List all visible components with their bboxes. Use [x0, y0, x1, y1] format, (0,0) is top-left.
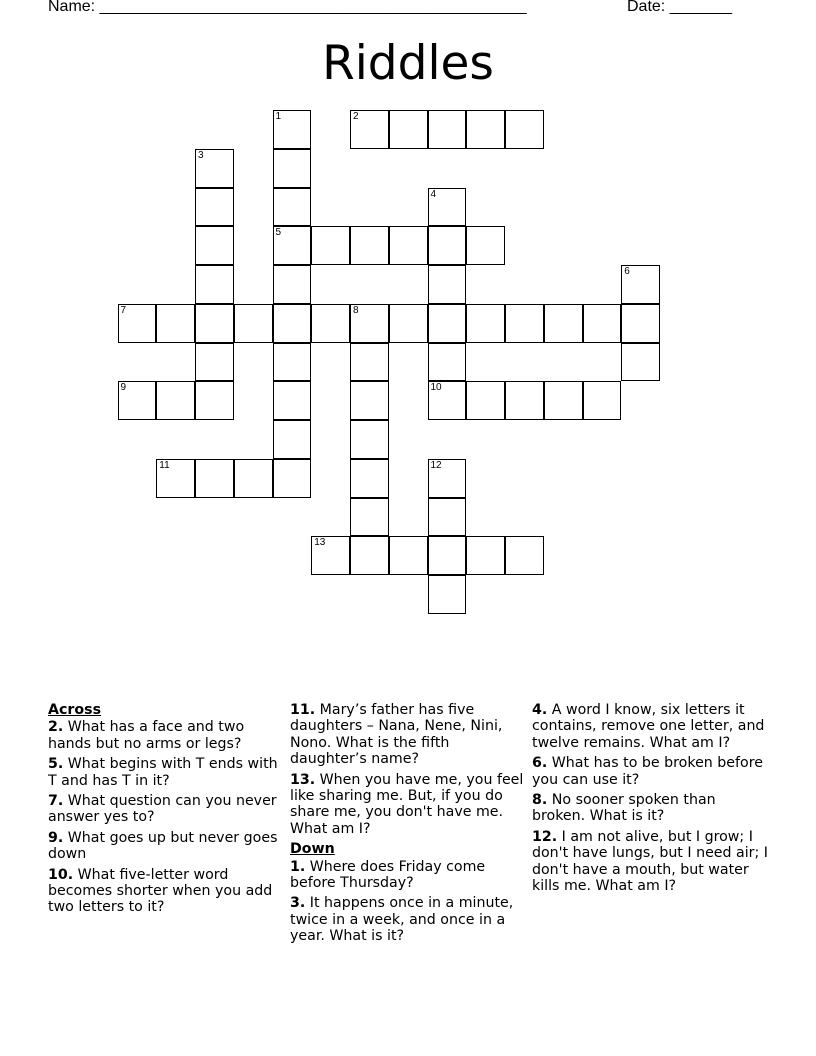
grid-cell-11[interactable]: [156, 459, 195, 498]
grid-cell[interactable]: [466, 226, 505, 265]
clue-down-12: 12. I am not alive, but I grow; I don't have lungs, but I need air; I don't have a mouth, but water kills me. What am I?: [532, 828, 768, 895]
grid-cell[interactable]: [621, 343, 660, 382]
grid-cell[interactable]: [195, 343, 234, 382]
grid-cell[interactable]: [273, 420, 312, 459]
clue-down-1: 1. Where does Friday come before Thursday?: [290, 858, 486, 892]
grid-cell[interactable]: [428, 536, 467, 575]
grid-cell[interactable]: [195, 381, 234, 420]
grid-cell[interactable]: [273, 149, 312, 188]
clue-number: 1: [275, 111, 282, 122]
grid-cell[interactable]: [466, 381, 505, 420]
clue-down-4: 4. A word I know, six letters it contains, remove one letter, and twelve remains. What am I?: [532, 702, 765, 751]
clue-number: 11: [159, 459, 170, 471]
grid-cell[interactable]: [389, 226, 428, 265]
clues-column-2: [290, 702, 526, 949]
grid-cell[interactable]: [273, 304, 312, 343]
grid-cell[interactable]: [350, 381, 389, 420]
grid-cell-1[interactable]: [273, 110, 312, 149]
clue-across-5: 5. What begins with T ends with T and has T in it?: [48, 756, 278, 789]
grid-cell[interactable]: [428, 226, 467, 265]
grid-cell[interactable]: [195, 226, 234, 265]
grid-cell[interactable]: [505, 536, 544, 575]
clue-across-2: 2. What has a face and two hands but no arms or legs?: [48, 719, 245, 752]
grid-cell[interactable]: [428, 304, 467, 343]
name-field[interactable]: Name: ________________________________________________: [48, 0, 527, 15]
clue-across-11: 11. Mary’s father has five daughters – Nana, Nene, Nini, Nono. What is the fifth daughter’s name?: [290, 702, 503, 768]
grid-cell[interactable]: [544, 381, 583, 420]
grid-cell[interactable]: [466, 110, 505, 149]
grid-cell-5[interactable]: [273, 226, 312, 265]
grid-cell-7[interactable]: [118, 304, 157, 343]
grid-cell[interactable]: [273, 459, 312, 498]
grid-cell[interactable]: [156, 304, 195, 343]
clue-number: 12: [430, 459, 442, 471]
grid-cell-12[interactable]: [428, 459, 467, 498]
clue-down-3: 3. It happens once in a minute, twice in a week, and once in a year. What is it?: [290, 895, 514, 945]
clue-number: 6: [624, 266, 630, 277]
clue-number: 2: [353, 111, 359, 122]
grid-cell[interactable]: [466, 304, 505, 343]
down-heading: Down: [290, 841, 335, 858]
grid-cell[interactable]: [234, 459, 273, 498]
grid-cell[interactable]: [350, 226, 389, 265]
grid-cell[interactable]: [428, 110, 467, 149]
clue-number: 5: [275, 227, 282, 239]
clues-column-1: [48, 702, 284, 920]
grid-cell[interactable]: [195, 265, 234, 304]
grid-cell[interactable]: [389, 536, 428, 575]
grid-cell-8[interactable]: [350, 304, 389, 343]
grid-cell[interactable]: [350, 459, 389, 498]
clue-down-8: 8. No sooner spoken than broken. What is it?: [532, 792, 716, 825]
grid-cell[interactable]: [273, 381, 312, 420]
grid-cell[interactable]: [389, 304, 428, 343]
grid-cell[interactable]: [273, 265, 312, 304]
clue-across-10: 10. What five-letter word becomes shorter when you add two letters to it?: [48, 866, 273, 916]
grid-cell[interactable]: [273, 188, 312, 227]
clue-number: 8: [353, 304, 359, 316]
grid-cell[interactable]: [350, 498, 389, 537]
grid-cell[interactable]: [505, 381, 544, 420]
clue-across-9: 9. What goes up but never goes down: [48, 829, 278, 863]
grid-cell[interactable]: [311, 226, 350, 265]
grid-cell-4[interactable]: [428, 188, 467, 227]
grid-cell[interactable]: [195, 459, 234, 498]
grid-cell[interactable]: [350, 343, 389, 382]
grid-cell[interactable]: [583, 381, 622, 420]
grid-cell[interactable]: [544, 304, 583, 343]
clue-number: 7: [120, 304, 127, 316]
grid-cell-3[interactable]: [195, 149, 234, 188]
grid-cell[interactable]: [195, 188, 234, 227]
grid-cell[interactable]: [505, 304, 544, 343]
clue-number: 10: [430, 382, 442, 394]
grid-cell[interactable]: [389, 110, 428, 149]
clue-down-6: 6. What has to be broken before you can use it?: [532, 755, 763, 788]
grid-cell[interactable]: [428, 498, 467, 537]
grid-cell[interactable]: [621, 304, 660, 343]
clue-across-7: 7. What question can you never answer yes to?: [48, 793, 277, 826]
grid-cell[interactable]: [156, 381, 195, 420]
clue-number: 4: [430, 188, 437, 200]
grid-cell[interactable]: [466, 536, 505, 575]
clues-column-3: [532, 702, 768, 898]
grid-cell-6[interactable]: [621, 265, 660, 304]
date-field[interactable]: Date: _______: [627, 0, 732, 15]
grid-cell[interactable]: [273, 343, 312, 382]
grid-cell[interactable]: [428, 343, 467, 382]
grid-cell[interactable]: [311, 304, 350, 343]
grid-cell[interactable]: [195, 304, 234, 343]
across-heading: Across: [48, 702, 102, 718]
grid-cell[interactable]: [583, 304, 622, 343]
grid-cell-2[interactable]: [350, 110, 389, 149]
grid-cell-10[interactable]: [428, 381, 467, 420]
grid-cell[interactable]: [505, 110, 544, 149]
clue-across-13: 13. When you have me, you feel like sharing me. But, if you do share me, you don't have me. What am I?: [290, 771, 524, 837]
grid-cell[interactable]: [350, 536, 389, 575]
clue-number: 9: [120, 382, 127, 394]
clue-number: 13: [314, 537, 326, 549]
grid-cell-13[interactable]: [311, 536, 350, 575]
grid-cell-9[interactable]: [118, 381, 157, 420]
grid-cell[interactable]: [428, 265, 467, 304]
grid-cell[interactable]: [428, 575, 467, 614]
clue-number: 3: [198, 149, 204, 161]
page-title: Riddles: [322, 36, 494, 91]
grid-cell[interactable]: [234, 304, 273, 343]
grid-cell[interactable]: [350, 420, 389, 459]
